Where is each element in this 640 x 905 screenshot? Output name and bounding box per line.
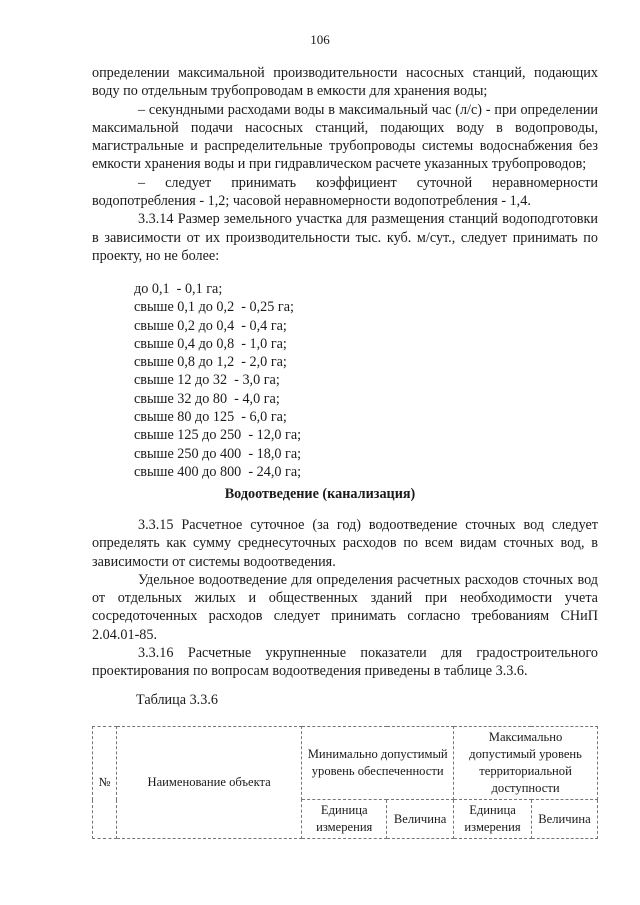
list-item: до 0,1 - 0,1 га;	[134, 281, 223, 297]
table-header-row	[93, 727, 598, 800]
header-number: №	[93, 727, 117, 839]
list-item: свыше 125 до 250 - 12,0 га;	[134, 427, 302, 444]
land-area-list	[134, 280, 301, 481]
list-item: свыше 0,2 до 0,4 - 0,4 га;	[134, 317, 287, 334]
list-item: свыше 250 до 400 - 18,0 га;	[134, 445, 302, 462]
subheader-unit: Единица измерения	[302, 800, 387, 839]
document-body-sewerage	[92, 516, 598, 681]
table-caption: Таблица 3.3.6	[136, 692, 218, 708]
subheader-unit: Единица измерения	[454, 800, 532, 839]
subheader-value: Величина	[531, 800, 597, 839]
list-item: свыше 12 до 32 - 3,0 га;	[134, 372, 280, 389]
paragraph-seconds-flow: – секундными расходами воды в максимальный час (л/с) - при определении максимальной подачи насосных станций, подающих воду в водопроводы, магистральные и распределительные трубопроводы системы водоснабжения без емкости хранения воды и при гидравлическом расчете указанных трубопроводов;	[92, 101, 598, 173]
document-body-top	[92, 64, 598, 265]
header-object-name: Наименование объекта	[116, 727, 301, 839]
paragraph-3-3-15: 3.3.15 Расчетное суточное (за год) водоотведение сточных вод следует определять как сумму среднесуточных расходов по всем видам сточных вод, в зависимости от системы водоотведения.	[92, 517, 598, 570]
paragraph-specific-discharge: Удельное водоотведение для определения расчетных расходов сточных вод от отдельных жилых и общественных зданий при необходимости учета сосредоточенных расходов следует принимать согласно требованиям СНиП 2.04.01-85.	[92, 571, 598, 643]
page-number: 106	[310, 32, 330, 47]
header-min-level: Минимально допустимый уровень обеспеченности	[302, 727, 454, 800]
list-item: свыше 0,1 до 0,2 - 0,25 га;	[134, 299, 294, 316]
list-item: свыше 400 до 800 - 24,0 га;	[134, 463, 302, 480]
paragraph-continuation: определении максимальной производительности насосных станций, подающих воду по отдельным трубопроводам в емкости для хранения воды;	[92, 65, 598, 100]
list-item: свыше 0,8 до 1,2 - 2,0 га;	[134, 354, 287, 371]
paragraph-3-3-14: 3.3.14 Размер земельного участка для размещения станций водоподготовки в зависимости от их производительности тыс. куб. м/сут., следует принимать по проекту, но не более:	[92, 211, 598, 264]
header-max-level: Максимально допустимый уровень территориальной доступности	[454, 727, 598, 800]
list-item: свыше 32 до 80 - 4,0 га;	[134, 390, 280, 407]
list-item: свыше 0,4 до 0,8 - 1,0 га;	[134, 335, 287, 352]
list-item: свыше 80 до 125 - 6,0 га;	[134, 409, 287, 426]
subheader-value: Величина	[387, 800, 454, 839]
section-heading: Водоотведение (канализация)	[224, 486, 416, 502]
indicators-table	[92, 726, 598, 839]
paragraph-3-3-16: 3.3.16 Расчетные укрупненные показатели для градостроительного проектирования по вопросам водоотведения приведены в таблице 3.3.6.	[92, 645, 598, 680]
paragraph-coefficient: – следует принимать коэффициент суточной неравномерности водопотребления - 1,2; часовой неравномерности водопотребления - 1,4.	[92, 174, 598, 210]
